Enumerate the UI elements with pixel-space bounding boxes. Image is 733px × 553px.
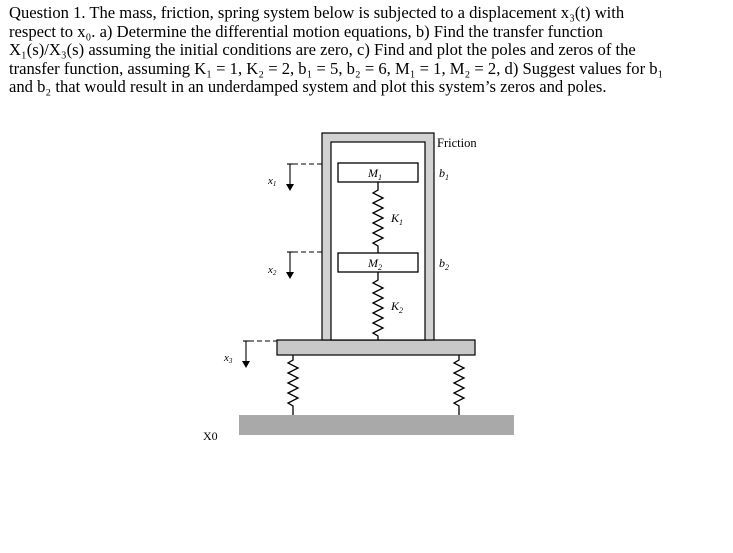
b2-label: $b_2$ (439, 256, 449, 272)
ground (239, 415, 514, 435)
x3-arrow (242, 341, 250, 368)
friction-label: Friction (437, 136, 477, 150)
question-line: transfer function, assuming K₁ = 1, K₂ = 2, b₁ = 5, b₂ = 6, M₁ = 1, M₂ = 2, d) Suggest values for b₁ (9, 58, 664, 78)
question-line: Question 1. The mass, friction, spring system below is subjected to a displacement x₃(t) with (9, 3, 625, 22)
m2-label: $M_2$ (368, 256, 382, 272)
x2-arrow (286, 252, 294, 279)
x1-arrow (286, 164, 294, 191)
base-platform (277, 340, 475, 355)
x2-label: x2 (268, 264, 277, 277)
question-line: and b₂ that would result in an underdamped system and plot this system’s zeros and poles. (9, 77, 607, 97)
b1-label: $b_1$ (439, 166, 449, 182)
x3-label: x3 (224, 352, 233, 365)
k1-label: $K_1$ (391, 211, 404, 227)
ground-spring-right (454, 355, 464, 415)
question-line: respect to x₀. a) Determine the differential motion equations, b) Find the transfer function (9, 21, 603, 41)
k2-label: $K_2$ (391, 299, 404, 315)
ground-spring-left (288, 355, 298, 415)
x0-label: X0 (203, 429, 218, 443)
x1-label: x1 (268, 175, 277, 188)
m1-label: $M_1$ (368, 166, 382, 182)
question-line: X₁(s)/X₃(s) assuming the initial conditions are zero, c) Find and plot the poles and zeros of the (9, 40, 636, 60)
